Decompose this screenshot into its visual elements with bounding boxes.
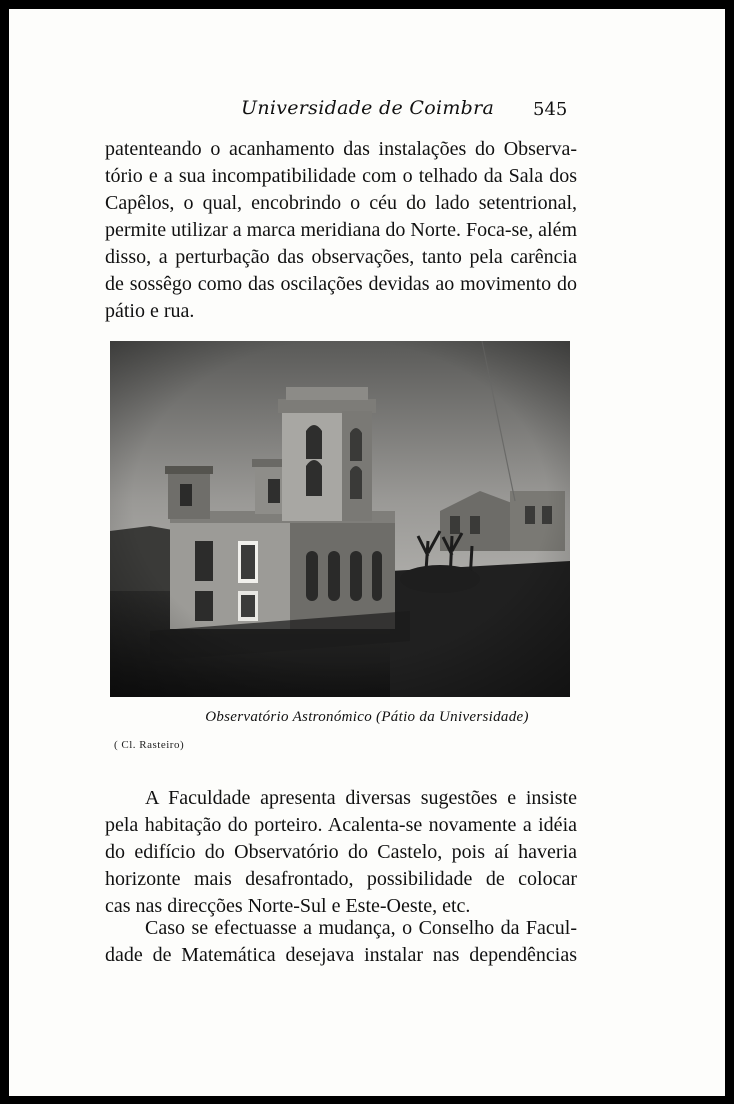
text-line: Caso se efectuasse a mudança, o Conselho da Facul- — [145, 917, 577, 939]
text-line: Capêlos, o qual, encobrindo o céu do lado setentrional, — [105, 192, 577, 214]
text-line: pátio e rua. — [105, 300, 195, 322]
text-line: horizonte mais desafrontado, possibilidade de colocar — [105, 868, 577, 890]
observatory-photograph — [110, 341, 570, 697]
text-line: de sossêgo como das oscilações devidas ao movimento do — [105, 273, 577, 295]
text-line: disso, a perturbação das observações, tanto pela carência — [105, 246, 577, 268]
text-line: permite utilizar a marca meridiana do Norte. Foca-se, além — [105, 219, 577, 241]
text-line: dade de Matemática desejava instalar nas dependências — [105, 944, 577, 966]
observatory-photo-illustration — [110, 341, 570, 697]
paragraph-2 — [105, 785, 577, 920]
text-line: A Faculdade apresenta diversas sugestões e insiste — [145, 787, 577, 809]
photo-credit: ( Cl. Rasteiro) — [114, 739, 185, 751]
text-line: patenteando o acanhamento das instalações do Observa- — [105, 138, 577, 160]
running-title: Universidade de Coimbra — [241, 97, 495, 119]
text-line: do edifício do Observatório do Castelo, pois aí haveria — [105, 841, 577, 863]
text-line: pela habitação do porteiro. Acalenta-se novamente a idéia — [105, 814, 577, 836]
figure-caption: Observatório Astronómico (Pátio da Universidade) — [205, 709, 529, 725]
book-page — [9, 9, 725, 1096]
text-line: tório e a sua incompatibilidade com o telhado da Sala dos — [105, 165, 577, 187]
running-head — [9, 93, 725, 123]
page-number: 545 — [533, 99, 568, 120]
paragraph-1 — [105, 136, 577, 325]
text-line: cas nas direcções Norte-Sul e Este-Oeste, etc. — [105, 895, 471, 917]
paragraph-3 — [105, 915, 577, 969]
